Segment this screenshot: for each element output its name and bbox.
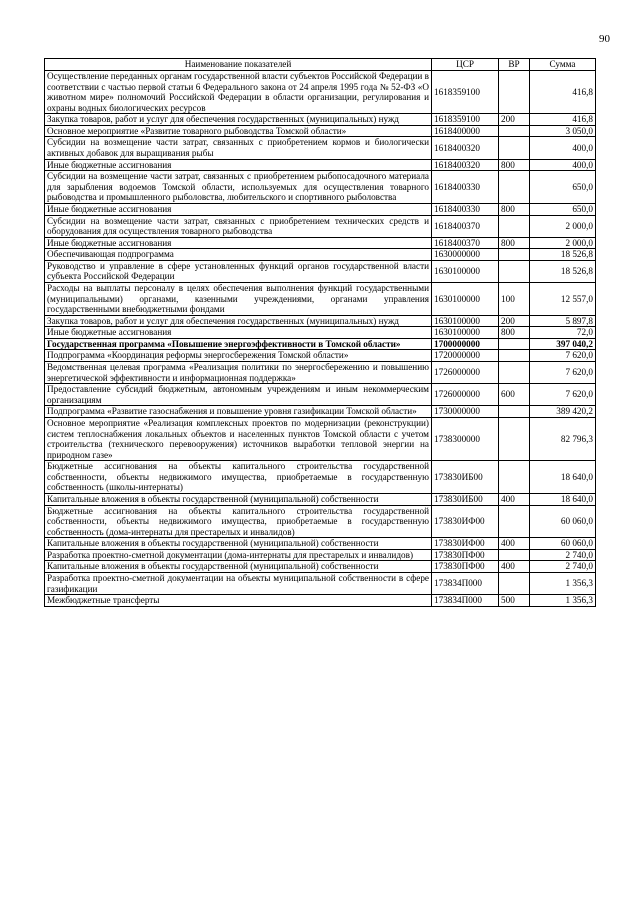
cell-name: Государственная программа «Повышение энергоэффективности в Томской области» xyxy=(45,338,432,350)
cell-csr: 1730000000 xyxy=(432,406,499,418)
table-row xyxy=(45,406,596,418)
table-row xyxy=(45,71,596,114)
table-row xyxy=(45,315,596,327)
header-name: Наименование показателей xyxy=(45,59,432,71)
table-row xyxy=(45,573,596,595)
cell-name: Иные бюджетные ассигнования xyxy=(45,159,432,171)
cell-csr: 173830ИБ00 xyxy=(432,461,499,494)
cell-sum: 2 000,0 xyxy=(530,237,596,249)
cell-sum: 650,0 xyxy=(530,171,596,204)
cell-name: Подпрограмма «Развитие газоснабжения и повышение уровня газификации Томской области» xyxy=(45,406,432,418)
cell-name: Разработка проектно-сметной документации (дома-интернаты для престарелых и инвалидов) xyxy=(45,549,432,561)
cell-sum: 3 050,0 xyxy=(530,125,596,137)
cell-name: Капитальные вложения в объекты государственной (муниципальной) собственности xyxy=(45,493,432,505)
table-row xyxy=(45,505,596,538)
cell-csr: 173830ПФ00 xyxy=(432,549,499,561)
cell-sum: 7 620,0 xyxy=(530,362,596,384)
cell-csr: 173830ПФ00 xyxy=(432,561,499,573)
cell-csr: 1630000000 xyxy=(432,249,499,261)
cell-name: Иные бюджетные ассигнования xyxy=(45,327,432,339)
table-row xyxy=(45,114,596,126)
cell-sum: 400,0 xyxy=(530,137,596,159)
header-sum: Сумма xyxy=(530,59,596,71)
cell-name: Разработка проектно-сметной документации на объекты муниципальной собственности в сфере газификации xyxy=(45,573,432,595)
cell-sum: 397 040,2 xyxy=(530,338,596,350)
cell-name: Субсидии на возмещение части затрат, связанных с приобретением рыбопосадочного материала для зарыбления водоемов Томской области, используемых для осуществления товарного рыбоводства и промышленного рыболовства, любительского и спортивного рыболовства xyxy=(45,171,432,204)
table-row xyxy=(45,125,596,137)
header-vr: ВР xyxy=(499,59,530,71)
cell-name: Межбюджетные трансферты xyxy=(45,595,432,607)
cell-vr xyxy=(499,417,530,460)
cell-sum: 82 796,3 xyxy=(530,417,596,460)
page-number: 90 xyxy=(599,33,610,45)
cell-sum: 60 060,0 xyxy=(530,505,596,538)
cell-name: Руководство и управление в сфере установленных функций органов государственной власти субъекта Российской Федерации xyxy=(45,260,432,282)
cell-csr: 1630100000 xyxy=(432,282,499,315)
table-row xyxy=(45,137,596,159)
table-row xyxy=(45,215,596,237)
cell-name: Закупка товаров, работ и услуг для обеспечения государственных (муниципальных) нужд xyxy=(45,114,432,126)
table-row xyxy=(45,384,596,406)
cell-vr xyxy=(499,549,530,561)
cell-sum: 5 897,8 xyxy=(530,315,596,327)
table-body xyxy=(45,71,596,607)
cell-csr: 1630100000 xyxy=(432,260,499,282)
cell-vr: 400 xyxy=(499,538,530,550)
header-csr: ЦСР xyxy=(432,59,499,71)
table-row xyxy=(45,327,596,339)
cell-csr: 1618400320 xyxy=(432,159,499,171)
cell-vr xyxy=(499,461,530,494)
cell-sum: 1 356,3 xyxy=(530,595,596,607)
cell-name: Субсидии на возмещение части затрат, связанных с приобретением технических средств и оборудования для осуществления товарного рыбоводства xyxy=(45,215,432,237)
cell-name: Основное мероприятие «Реализация комплексных проектов по модернизации (реконструкции) систем теплоснабжения локальных объектов и населенных пунктов Томской области с учетом строительства (технического перевооружения) источников выработки тепловой энергии на природном газе» xyxy=(45,417,432,460)
cell-vr xyxy=(499,125,530,137)
cell-sum: 18 640,0 xyxy=(530,461,596,494)
table-row xyxy=(45,461,596,494)
cell-vr xyxy=(499,137,530,159)
cell-name: Основное мероприятие «Развитие товарного рыбоводства Томской области» xyxy=(45,125,432,137)
table-header-row xyxy=(45,59,596,71)
cell-csr: 173830ИФ00 xyxy=(432,505,499,538)
cell-sum: 2 740,0 xyxy=(530,561,596,573)
cell-name: Расходы на выплаты персоналу в целях обеспечения выполнения функций государственными (муниципальными) органами, казенными учреждениями, органами управления государственными внебюджетными фондами xyxy=(45,282,432,315)
cell-vr: 800 xyxy=(499,237,530,249)
table-row xyxy=(45,282,596,315)
cell-sum: 7 620,0 xyxy=(530,384,596,406)
table-row xyxy=(45,338,596,350)
cell-sum: 60 060,0 xyxy=(530,538,596,550)
cell-name: Обеспечивающая подпрограмма xyxy=(45,249,432,261)
table-row xyxy=(45,595,596,607)
cell-vr xyxy=(499,215,530,237)
table-row xyxy=(45,203,596,215)
cell-csr: 1726000000 xyxy=(432,384,499,406)
table-row xyxy=(45,538,596,550)
cell-sum: 2 000,0 xyxy=(530,215,596,237)
cell-name: Бюджетные ассигнования на объекты капитального строительства государственной собственности, объекты недвижимого имущества, приобретаемые в государственную собственность (школы-интернаты) xyxy=(45,461,432,494)
cell-vr xyxy=(499,71,530,114)
cell-sum: 400,0 xyxy=(530,159,596,171)
cell-csr: 1630100000 xyxy=(432,315,499,327)
table-row xyxy=(45,493,596,505)
cell-csr: 1618359100 xyxy=(432,114,499,126)
table-row xyxy=(45,549,596,561)
cell-sum: 7 620,0 xyxy=(530,350,596,362)
table-row xyxy=(45,260,596,282)
cell-csr: 1720000000 xyxy=(432,350,499,362)
cell-vr: 100 xyxy=(499,282,530,315)
cell-vr xyxy=(499,171,530,204)
cell-name: Подпрограмма «Координация реформы энергосбережения Томской области» xyxy=(45,350,432,362)
cell-csr: 1618400370 xyxy=(432,237,499,249)
table-row xyxy=(45,159,596,171)
cell-vr: 600 xyxy=(499,384,530,406)
table-row xyxy=(45,237,596,249)
cell-vr xyxy=(499,338,530,350)
cell-name: Иные бюджетные ассигнования xyxy=(45,203,432,215)
cell-csr: 1726000000 xyxy=(432,362,499,384)
table-row xyxy=(45,171,596,204)
cell-sum: 416,8 xyxy=(530,71,596,114)
cell-vr: 200 xyxy=(499,114,530,126)
cell-vr: 400 xyxy=(499,561,530,573)
cell-csr: 1618400330 xyxy=(432,171,499,204)
cell-vr xyxy=(499,362,530,384)
cell-vr xyxy=(499,260,530,282)
cell-name: Капитальные вложения в объекты государственной (муниципальной) собственности xyxy=(45,561,432,573)
cell-csr: 1630100000 xyxy=(432,327,499,339)
cell-sum: 650,0 xyxy=(530,203,596,215)
cell-name: Иные бюджетные ассигнования xyxy=(45,237,432,249)
cell-vr xyxy=(499,350,530,362)
cell-name: Закупка товаров, работ и услуг для обеспечения государственных (муниципальных) нужд xyxy=(45,315,432,327)
table-row xyxy=(45,249,596,261)
cell-name: Субсидии на возмещение части затрат, связанных с приобретением кормов и биологически активных добавок для выращивания рыбы xyxy=(45,137,432,159)
cell-sum: 2 740,0 xyxy=(530,549,596,561)
cell-csr: 1618400320 xyxy=(432,137,499,159)
cell-vr xyxy=(499,406,530,418)
cell-sum: 12 557,0 xyxy=(530,282,596,315)
cell-vr: 200 xyxy=(499,315,530,327)
cell-sum: 72,0 xyxy=(530,327,596,339)
cell-sum: 389 420,2 xyxy=(530,406,596,418)
cell-name: Бюджетные ассигнования на объекты капитального строительства государственной собственности, объекты недвижимого имущества, приобретаемые в государственную собственность (дома-интернаты для престарелых и инвалидов) xyxy=(45,505,432,538)
table-row xyxy=(45,362,596,384)
cell-sum: 1 356,3 xyxy=(530,573,596,595)
cell-name: Предоставление субсидий бюджетным, автономным учреждениям и иным некоммерческим организациям xyxy=(45,384,432,406)
cell-sum: 18 526,8 xyxy=(530,260,596,282)
cell-vr: 800 xyxy=(499,327,530,339)
cell-sum: 416,8 xyxy=(530,114,596,126)
cell-csr: 1618400000 xyxy=(432,125,499,137)
table-row xyxy=(45,417,596,460)
cell-csr: 1738300000 xyxy=(432,417,499,460)
cell-vr xyxy=(499,505,530,538)
cell-sum: 18 640,0 xyxy=(530,493,596,505)
table-row xyxy=(45,350,596,362)
cell-csr: 173834П000 xyxy=(432,595,499,607)
cell-vr: 800 xyxy=(499,159,530,171)
cell-vr: 400 xyxy=(499,493,530,505)
cell-csr: 1618400330 xyxy=(432,203,499,215)
cell-sum: 18 526,8 xyxy=(530,249,596,261)
cell-name: Капитальные вложения в объекты государственной (муниципальной) собственности xyxy=(45,538,432,550)
cell-csr: 1618400370 xyxy=(432,215,499,237)
cell-name: Ведомственная целевая программа «Реализация политики по энергосбережению и повышению энергетической эффективности и информационная поддержка» xyxy=(45,362,432,384)
cell-csr: 1700000000 xyxy=(432,338,499,350)
cell-csr: 173830ИФ00 xyxy=(432,538,499,550)
budget-table xyxy=(44,58,596,607)
cell-csr: 1618359100 xyxy=(432,71,499,114)
cell-vr xyxy=(499,573,530,595)
table-row xyxy=(45,561,596,573)
cell-name: Осуществление переданных органам государственной власти субъектов Российской Федерации в соответствии с частью первой статьи 6 Федерального закона от 24 апреля 1995 года № 52-ФЗ «О животном мире» полномочий Российской Федерации в области организации, регулирования и охраны водных биологических ресурсов xyxy=(45,71,432,114)
cell-csr: 173830ИБ00 xyxy=(432,493,499,505)
cell-vr xyxy=(499,249,530,261)
cell-vr: 800 xyxy=(499,203,530,215)
cell-csr: 173834П000 xyxy=(432,573,499,595)
cell-vr: 500 xyxy=(499,595,530,607)
